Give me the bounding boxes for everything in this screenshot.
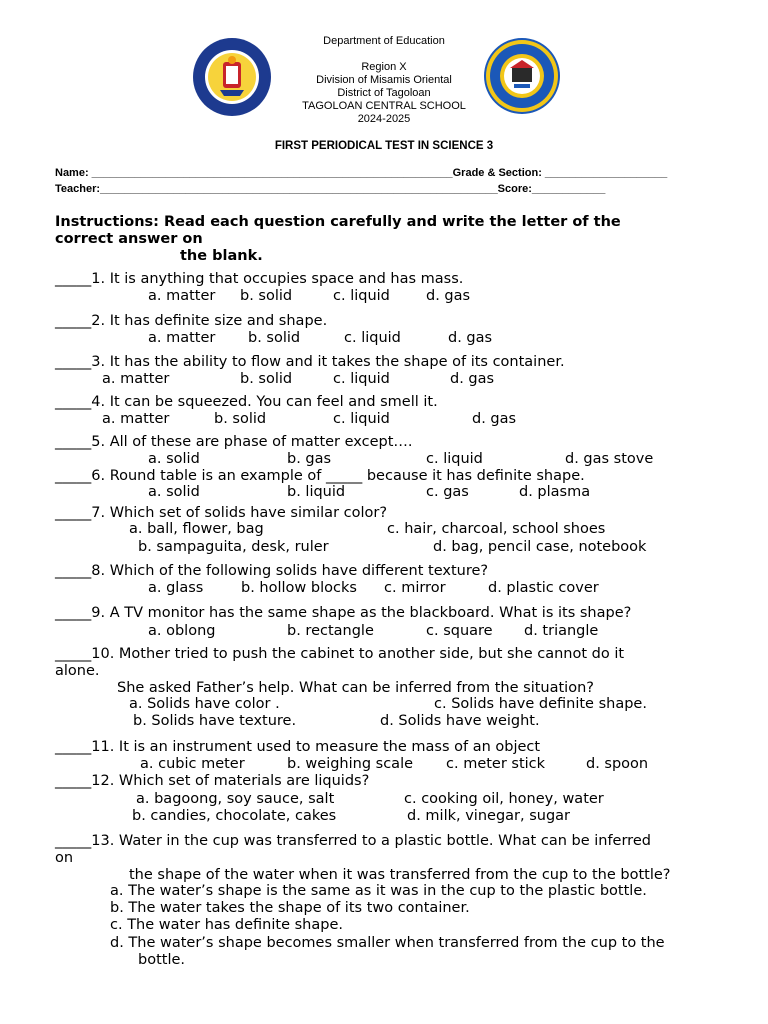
choice-4c: c. liquid: [333, 411, 390, 427]
choice-3b: b. solid: [240, 371, 293, 387]
choice-1c: c. liquid: [333, 288, 390, 304]
choice-2c: c. liquid: [344, 330, 401, 346]
division-heading: Division of Misamis Oriental: [316, 74, 452, 86]
instructions-line-2: correct answer on: [55, 231, 203, 247]
question-8: _____8. Which of the following solids have different texture?: [55, 563, 489, 579]
choice-12b: b. candies, chocolate, cakes: [132, 808, 337, 824]
instructions-line-3: the blank.: [180, 248, 263, 264]
school-year: 2024-2025: [357, 113, 411, 125]
choice-5a: a. solid: [148, 451, 200, 467]
choice-11a: a. cubic meter: [140, 756, 245, 772]
choice-11d: d. spoon: [586, 756, 649, 772]
choice-4b: b. solid: [214, 411, 267, 427]
dept-heading: Department of Education: [323, 35, 445, 47]
choice-11b: b. weighing scale: [287, 756, 414, 772]
question-10: _____10. Mother tried to push the cabinet to another side, but she cannot do it: [55, 646, 625, 662]
choice-9d: d. triangle: [524, 623, 599, 639]
choice-1d: d. gas: [426, 288, 471, 304]
district-heading: District of Tagoloan: [337, 87, 431, 99]
question-4: _____4. It can be squeezed. You can feel and smell it.: [55, 394, 438, 410]
choice-10d: d. Solids have weight.: [380, 713, 540, 729]
choice-11c: c. meter stick: [446, 756, 546, 772]
choice-13d: d. The water’s shape becomes smaller when transferred from the cup to the: [110, 935, 665, 951]
question-3: _____3. It has the ability to flow and it takes the shape of its container.: [55, 354, 565, 370]
choice-1b: b. solid: [240, 288, 293, 304]
choice-7c: c. hair, charcoal, school shoes: [387, 521, 606, 537]
instructions-line-1: Instructions: Read each question carefully and write the letter of the: [55, 214, 621, 230]
choice-2d: d. gas: [448, 330, 493, 346]
name-grade-field[interactable]: Name: ___________________________________________________________Grade & Section: ____________________: [55, 167, 668, 179]
question-6: _____6. Round table is an example of _____ because it has definite shape.: [55, 468, 585, 484]
choice-12c: c. cooking oil, honey, water: [404, 791, 604, 807]
region-heading: Region X: [361, 61, 407, 73]
choice-7a: a. ball, flower, bag: [129, 521, 264, 537]
choice-13c: c. The water has definite shape.: [110, 917, 343, 933]
teacher-score-field[interactable]: Teacher:_________________________________________________________________Score:____________: [55, 183, 606, 195]
question-5: _____5. All of these are phase of matter except….: [55, 434, 413, 450]
question-9: _____9. A TV monitor has the same shape as the blackboard. What is its shape?: [55, 605, 632, 621]
question-10-cont: alone.: [55, 663, 100, 679]
question-10-cont-2: She asked Father’s help. What can be inferred from the situation?: [117, 680, 594, 696]
choice-12d: d. milk, vinegar, sugar: [407, 808, 571, 824]
choice-5c: c. liquid: [426, 451, 483, 467]
school-heading: TAGOLOAN CENTRAL SCHOOL: [302, 100, 466, 112]
choice-3c: c. liquid: [333, 371, 390, 387]
choice-2b: b. solid: [248, 330, 301, 346]
choice-6a: a. solid: [148, 484, 200, 500]
choice-6b: b. liquid: [287, 484, 346, 500]
choice-8a: a. glass: [148, 580, 204, 596]
question-13: _____13. Water in the cup was transferred to a plastic bottle. What can be inferred: [55, 833, 651, 849]
choice-9c: c. square: [426, 623, 493, 639]
choice-3d: d. gas: [450, 371, 495, 387]
choice-3a: a. matter: [102, 371, 170, 387]
choice-8d: d. plastic cover: [488, 580, 599, 596]
question-13-cont: on: [55, 850, 74, 866]
question-12: _____12. Which set of materials are liquids?: [55, 773, 370, 789]
choice-10b: b. Solids have texture.: [133, 713, 297, 729]
choice-7d: d. bag, pencil case, notebook: [433, 539, 647, 555]
choice-13d-cont: bottle.: [138, 952, 186, 968]
choice-9a: a. oblong: [148, 623, 216, 639]
test-title: FIRST PERIODICAL TEST IN SCIENCE 3: [274, 140, 494, 152]
question-13-cont-2: the shape of the water when it was transferred from the cup to the bottle?: [129, 867, 671, 883]
choice-10a: a. Solids have color .: [129, 696, 280, 712]
choice-9b: b. rectangle: [287, 623, 374, 639]
question-1: _____1. It is anything that occupies space and has mass.: [55, 271, 464, 287]
choice-5b: b. gas: [287, 451, 332, 467]
choice-12a: a. bagoong, soy sauce, salt: [136, 791, 335, 807]
question-7: _____7. Which set of solids have similar color?: [55, 505, 388, 521]
choice-6c: c. gas: [426, 484, 469, 500]
choice-13b: b. The water takes the shape of its two container.: [110, 900, 470, 916]
choice-10c: c. Solids have definite shape.: [434, 696, 647, 712]
question-11: _____11. It is an instrument used to measure the mass of an object: [55, 739, 541, 755]
choice-8b: b. hollow blocks: [241, 580, 357, 596]
choice-4d: d. gas: [472, 411, 517, 427]
choice-5d: d. gas stove: [565, 451, 654, 467]
choice-2a: a. matter: [148, 330, 216, 346]
choice-8c: c. mirror: [384, 580, 446, 596]
choice-7b: b. sampaguita, desk, ruler: [138, 539, 329, 555]
choice-4a: a. matter: [102, 411, 170, 427]
question-2: _____2. It has definite size and shape.: [55, 313, 328, 329]
choice-1a: a. matter: [148, 288, 216, 304]
choice-13a: a. The water’s shape is the same as it was in the cup to the plastic bottle.: [110, 883, 647, 899]
choice-6d: d. plasma: [519, 484, 591, 500]
